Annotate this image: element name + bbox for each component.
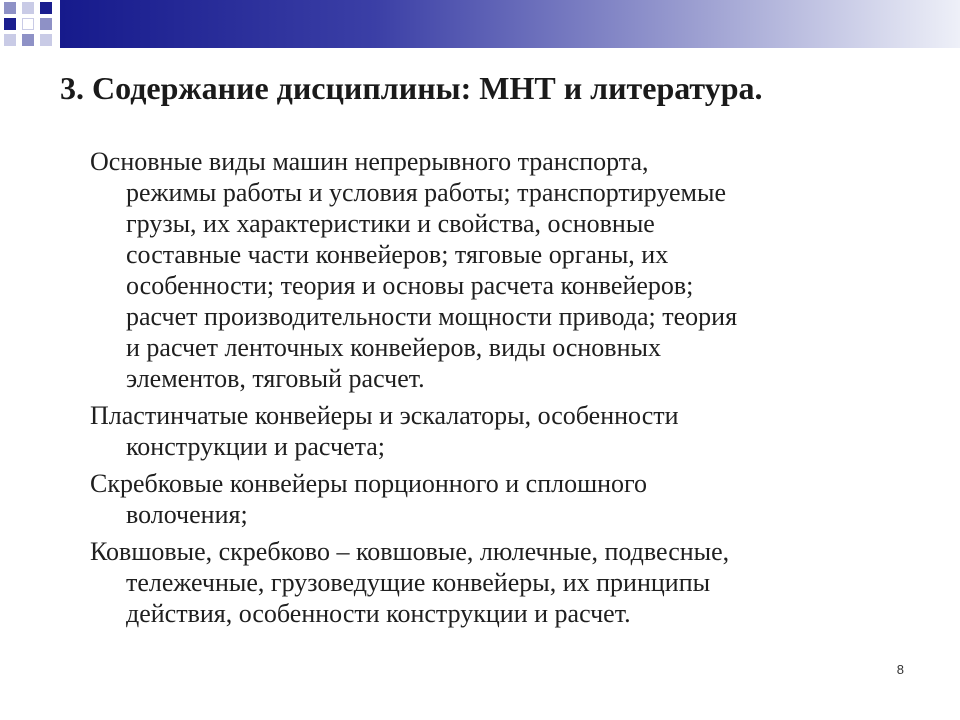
content-paragraph: Основные виды машин непрерывного транспорта, режимы работы и условия работы; транспортируемые грузы, их характеристики и свойства, основные составные части конвейеров; тяговые органы, их особенности; теория и основы расчета конвейеров; расчет производительности мощности привода; теория и расчет ленточных конвейеров, виды основных элементов, тяговый расчет. [90, 147, 738, 393]
decor-square [22, 18, 34, 30]
decor-square [4, 34, 16, 46]
content-list [90, 146, 890, 635]
decor-square [40, 34, 52, 46]
decor-square [4, 2, 16, 14]
decor-square [4, 18, 16, 30]
decor-square [22, 34, 34, 46]
header-gradient-band [60, 0, 960, 48]
content-paragraph: Пластинчатые конвейеры и эскалаторы, особенности конструкции и расчета; [90, 401, 679, 461]
slide-title: 3. Содержание дисциплины: МНТ и литература. [60, 70, 763, 106]
decor-square [22, 2, 34, 14]
content-paragraph: Ковшовые, скребково – ковшовые, люлечные, подвесные, тележечные, грузоведущие конвейеры, их принципы действия, особенности конструкции и расчет. [90, 537, 730, 628]
decor-square [40, 2, 52, 14]
decor-square [40, 18, 52, 30]
page-number: 8 [896, 662, 904, 677]
content-paragraph: Скребковые конвейеры порционного и сплошного волочения; [90, 469, 648, 529]
